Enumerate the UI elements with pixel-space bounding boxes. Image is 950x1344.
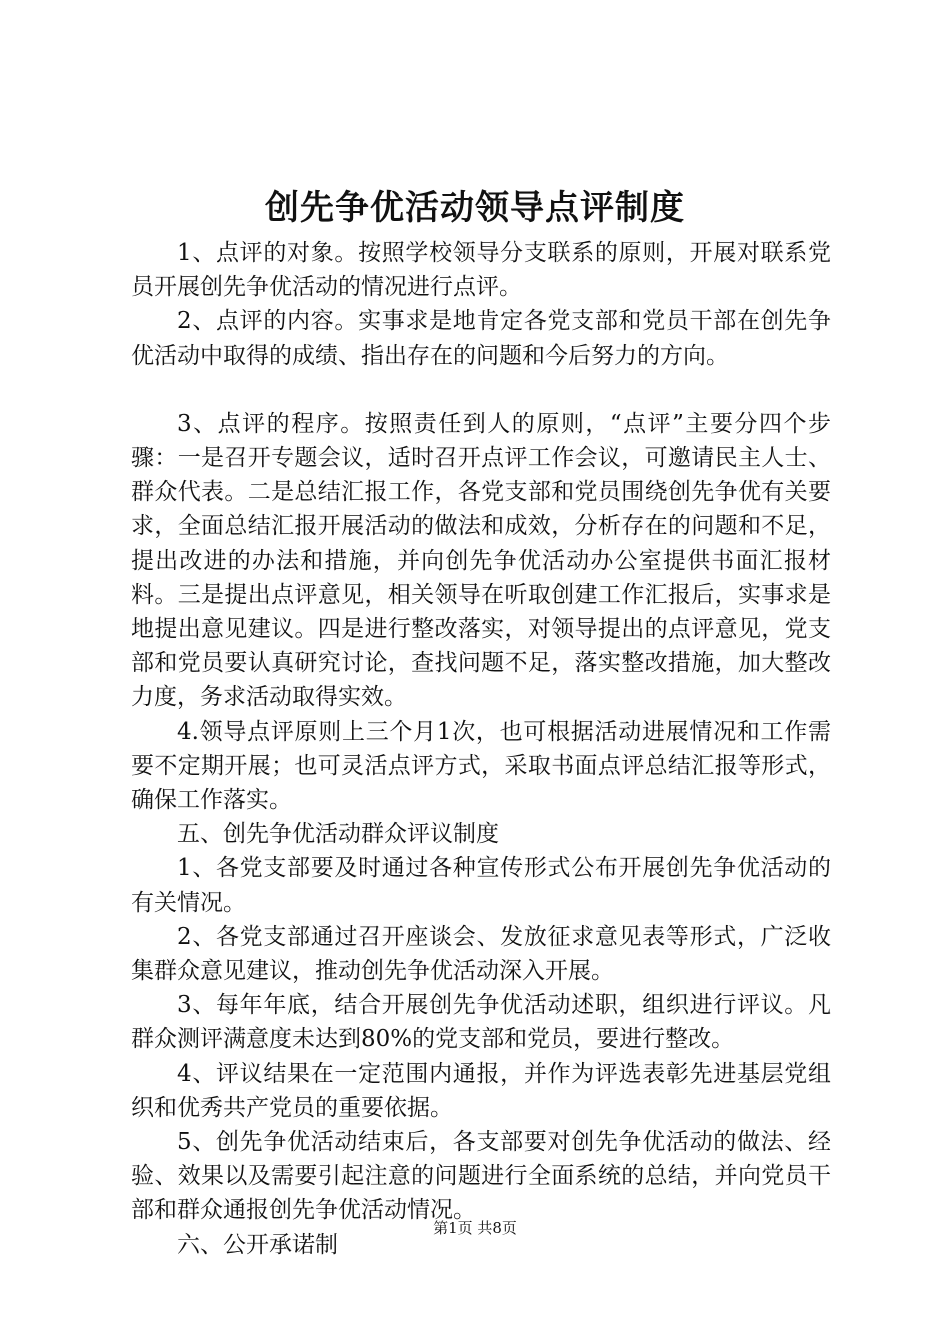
paragraph-annual-evaluation: 3、每年年底，结合开展创先争优活动述职，组织进行评议。凡群众测评满意度未达到80%的党支部和党员，要进行整改。 xyxy=(131,992,831,1053)
paragraph-review-procedure: 3、点评的程序。按照责任到人的原则，“点评”主要分四个步骤：一是召开专题会议，适时召开点评工作会议，可邀请民主人士、群众代表。二是总结汇报工作，各党支部和党员围绕创先争优有关要求，全面总结汇报开展活动的做法和成效，分析存在的问题和不足，提出改进的办法和措施，并向创先争优活动办公室提供书面汇报材料。三是提出点评意见，相关领导在听取创建工作汇报后，实事求是地提出意见建议。四是进行整改落实，对领导提出的点评意见，党支部和党员要认真研究讨论，查找问题不足，落实整改措施，加大整改力度，务求活动取得实效。 xyxy=(131,410,831,711)
paragraph-evaluation-results: 4、评议结果在一定范围内通报，并作为评选表彰先进基层党组织和优秀共产党员的重要依据。 xyxy=(131,1060,831,1121)
paragraph-publicity: 1、各党支部要及时通过各种宣传形式公布开展创先争优活动的有关情况。 xyxy=(131,855,831,916)
section-heading-public-commitment: 六、公开承诺制 xyxy=(177,1231,338,1258)
paragraph-review-content: 2、点评的内容。实事求是地肯定各党支部和党员干部在创先争优活动中取得的成绩、指出存在的问题和今后努力的方向。 xyxy=(131,308,831,369)
paragraph-review-targets: 1、点评的对象。按照学校领导分支联系的原则，开展对联系党员开展创先争优活动的情况进行点评。 xyxy=(131,240,831,301)
document-title: 创先争优活动领导点评制度 xyxy=(265,188,685,228)
paragraph-review-frequency: 4.领导点评原则上三个月1次，也可根据活动进展情况和工作需要不定期开展；也可灵活点评方式，采取书面点评总结汇报等形式，确保工作落实。 xyxy=(131,718,831,814)
paragraph-collect-opinions: 2、各党支部通过召开座谈会、发放征求意见表等形式，广泛收集群众意见建议，推动创先争优活动深入开展。 xyxy=(131,923,831,985)
section-heading-mass-evaluation: 五、创先争优活动群众评议制度 xyxy=(177,821,499,848)
document-body xyxy=(131,236,831,1262)
page-number-footer: 第1页 共8页 xyxy=(433,1219,517,1237)
paragraph-activity-summary: 5、创先争优活动结束后，各支部要对创先争优活动的做法、经验、效果以及需要引起注意的问题进行全面系统的总结，并向党员干部和群众通报创先争优活动情况。 xyxy=(131,1129,831,1224)
